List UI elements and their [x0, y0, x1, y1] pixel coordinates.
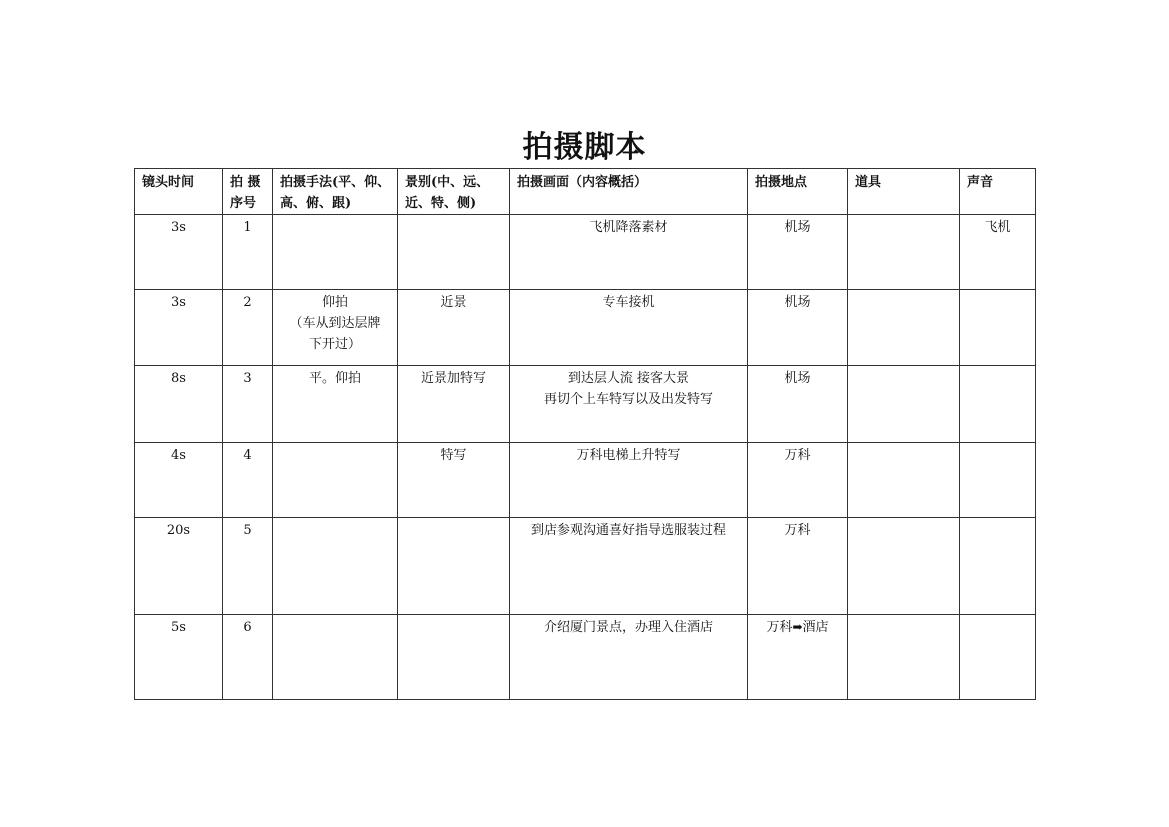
- cell-props: [848, 290, 960, 366]
- cell-sound: [960, 615, 1036, 700]
- cell-shot: 特写: [398, 443, 510, 518]
- table-row: [135, 366, 1036, 443]
- page-title: 拍摄脚本: [522, 130, 647, 165]
- shooting-script-table: [134, 168, 1036, 700]
- cell-seq: 1: [223, 215, 273, 290]
- cell-props: [848, 215, 960, 290]
- header-shot-size: 景别(中、远、 近、特、侧): [398, 169, 510, 215]
- cell-seq: 3: [223, 366, 273, 443]
- cell-location: 万科: [748, 518, 848, 615]
- table-row: [135, 615, 1036, 700]
- cell-shot: [398, 215, 510, 290]
- arrow-right-icon: ➡: [792, 620, 803, 634]
- cell-time: 3s: [135, 215, 223, 290]
- cell-time: 20s: [135, 518, 223, 615]
- header-shot-time: 镜头时间: [135, 169, 223, 215]
- cell-shot: 近景加特写: [398, 366, 510, 443]
- header-sequence: 拍 摄 序号: [223, 169, 273, 215]
- cell-props: [848, 366, 960, 443]
- cell-content: 介绍厦门景点，办理入住酒店: [510, 615, 748, 700]
- cell-technique: 仰拍 （车从到达层牌 下开过）: [273, 290, 398, 366]
- cell-location: 机场: [748, 366, 848, 443]
- cell-location: 机场: [748, 215, 848, 290]
- table-row: [135, 443, 1036, 518]
- cell-content: 飞机降落素材: [510, 215, 748, 290]
- cell-content: 万科电梯上升特写: [510, 443, 748, 518]
- cell-location: 机场: [748, 290, 848, 366]
- cell-technique: 平。仰拍: [273, 366, 398, 443]
- cell-technique: [273, 443, 398, 518]
- cell-props: [848, 518, 960, 615]
- cell-seq: 2: [223, 290, 273, 366]
- header-sound: 声音: [960, 169, 1036, 215]
- cell-technique: [273, 615, 398, 700]
- header-row: [135, 169, 1036, 215]
- cell-content: 专车接机: [510, 290, 748, 366]
- cell-time: 8s: [135, 366, 223, 443]
- cell-shot: [398, 518, 510, 615]
- cell-seq: 4: [223, 443, 273, 518]
- header-location: 拍摄地点: [748, 169, 848, 215]
- cell-technique: [273, 518, 398, 615]
- cell-sound: 飞机: [960, 215, 1036, 290]
- cell-seq: 6: [223, 615, 273, 700]
- cell-content: 到店参观沟通喜好指导选服装过程: [510, 518, 748, 615]
- cell-location: 万科: [748, 443, 848, 518]
- location-to: 酒店: [802, 620, 829, 635]
- cell-technique: [273, 215, 398, 290]
- cell-sound: [960, 290, 1036, 366]
- table-row: [135, 290, 1036, 366]
- cell-sound: [960, 366, 1036, 443]
- cell-props: [848, 443, 960, 518]
- header-technique: 拍摄手法(平、仰、 高、俯、跟): [273, 169, 398, 215]
- table-row: [135, 518, 1036, 615]
- cell-sound: [960, 518, 1036, 615]
- location-from: 万科: [766, 620, 793, 635]
- cell-seq: 5: [223, 518, 273, 615]
- table-row: [135, 215, 1036, 290]
- header-content: 拍摄画面（内容概括）: [510, 169, 748, 215]
- cell-time: 5s: [135, 615, 223, 700]
- cell-content: 到达层人流 接客大景 再切个上车特写以及出发特写: [510, 366, 748, 443]
- cell-shot: 近景: [398, 290, 510, 366]
- cell-location: [748, 615, 848, 700]
- cell-time: 4s: [135, 443, 223, 518]
- cell-props: [848, 615, 960, 700]
- cell-shot: [398, 615, 510, 700]
- cell-sound: [960, 443, 1036, 518]
- header-props: 道具: [848, 169, 960, 215]
- cell-time: 3s: [135, 290, 223, 366]
